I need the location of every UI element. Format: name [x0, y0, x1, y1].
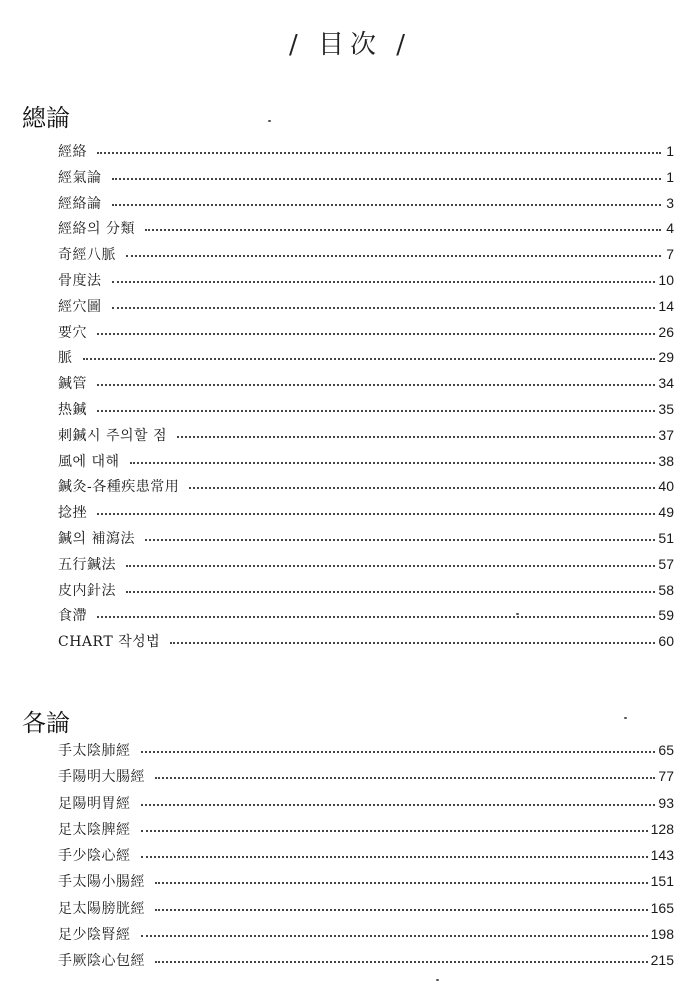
toc-entry-label: 皮内針法 — [58, 582, 116, 599]
toc-entry-page-number: 128 — [650, 820, 674, 837]
toc-entry-label: 鍼의 補瀉法 — [58, 530, 135, 547]
toc-entry-page-number: 59 — [658, 607, 674, 624]
toc-entry-label: 經絡論 — [58, 195, 102, 212]
toc-entry-page-number: 51 — [658, 529, 674, 546]
section-heading-general: 總論 — [22, 104, 70, 132]
toc-list-general — [58, 139, 674, 655]
dot-leader — [112, 190, 662, 206]
toc-entry-page-number: 38 — [658, 452, 674, 469]
dot-leader — [130, 448, 656, 464]
toc-entry-page-number: 4 — [666, 220, 674, 237]
toc-entry[interactable] — [58, 423, 674, 449]
toc-entry-label: 手厥陰心包經 — [58, 953, 145, 970]
toc-entry-page-number: 49 — [658, 504, 674, 521]
toc-entry-label: 捻挫 — [58, 505, 87, 522]
toc-entry[interactable] — [58, 242, 674, 268]
dot-leader — [141, 921, 648, 937]
toc-entry[interactable] — [58, 500, 674, 526]
toc-entry[interactable] — [58, 268, 674, 294]
toc-entry-page-number: 14 — [658, 297, 674, 314]
toc-entry-page-number: 215 — [650, 952, 674, 969]
dot-leader — [155, 868, 648, 884]
toc-entry[interactable] — [58, 345, 674, 371]
toc-entry[interactable] — [58, 737, 674, 763]
scan-speck — [268, 120, 271, 122]
dot-leader — [155, 895, 648, 911]
toc-entry-page-number: 40 — [658, 478, 674, 495]
toc-entry-label: CHART 작성법 — [58, 634, 161, 651]
toc-entry-page-number: 65 — [658, 742, 674, 758]
toc-entry[interactable] — [58, 868, 674, 894]
toc-entry-page-number: 37 — [658, 426, 674, 443]
toc-entry-page-number: 198 — [650, 926, 674, 943]
dot-leader — [155, 763, 655, 779]
toc-entry[interactable] — [58, 165, 674, 191]
toc-entry[interactable] — [58, 763, 674, 789]
toc-entry-label: 鍼灸-各種疾患常用 — [58, 479, 180, 496]
dot-leader — [83, 344, 656, 360]
toc-entry-label: 五行鍼法 — [58, 556, 116, 573]
toc-entry-label: 刺鍼시 주의할 점 — [58, 427, 168, 444]
toc-entry-label: 奇經八脈 — [58, 247, 116, 264]
toc-entry-label: 食滯 — [58, 608, 87, 625]
toc-entry[interactable] — [58, 816, 674, 842]
toc-entry[interactable] — [58, 842, 674, 868]
toc-entry-label: 經穴圖 — [58, 298, 102, 315]
toc-entry-page-number: 60 — [658, 633, 674, 650]
toc-entry-page-number: 57 — [658, 555, 674, 572]
toc-entry-label: 足太陰脾經 — [58, 821, 131, 838]
toc-entry-page-number: 58 — [658, 581, 674, 598]
dot-leader — [126, 551, 655, 567]
dot-leader — [126, 577, 655, 593]
scan-speck — [624, 717, 627, 719]
toc-entry-page-number: 10 — [658, 271, 674, 288]
toc-entry[interactable] — [58, 552, 674, 578]
dot-leader — [97, 396, 655, 412]
dot-leader — [141, 816, 648, 832]
toc-entry[interactable] — [58, 895, 674, 921]
toc-entry-label: 鍼管 — [58, 376, 87, 393]
toc-entry-page-number: 29 — [658, 349, 674, 366]
toc-entry[interactable] — [58, 216, 674, 242]
dot-leader — [141, 790, 656, 806]
toc-entry[interactable] — [58, 449, 674, 475]
dot-leader — [112, 293, 656, 309]
toc-entry-label: 風에 대해 — [58, 453, 120, 470]
toc-entry-page-number: 93 — [658, 794, 674, 811]
dot-leader — [189, 473, 655, 489]
toc-entry-label: 手少陰心經 — [58, 848, 131, 865]
toc-entry[interactable] — [58, 790, 674, 816]
toc-entry[interactable] — [58, 526, 674, 552]
toc-entry[interactable] — [58, 191, 674, 217]
toc-entry[interactable] — [58, 139, 674, 165]
scan-speck — [516, 613, 519, 615]
toc-entry-label: 足少陰腎經 — [58, 927, 131, 944]
dot-leader — [97, 602, 655, 618]
toc-entry-page-number: 77 — [658, 768, 674, 785]
toc-entry-label: 足陽明胃經 — [58, 795, 131, 812]
dot-leader — [145, 215, 661, 231]
dot-leader — [141, 842, 648, 858]
toc-entry[interactable] — [58, 947, 674, 973]
toc-entry-page-number: 35 — [658, 400, 674, 417]
toc-entry-page-number: 165 — [650, 899, 674, 916]
dot-leader — [141, 737, 656, 753]
toc-entry[interactable] — [58, 294, 674, 320]
dot-leader — [97, 499, 655, 515]
toc-entry-label: 足太陽膀胱經 — [58, 900, 145, 917]
dot-leader — [112, 164, 662, 180]
dot-leader — [126, 241, 661, 257]
dot-leader — [97, 370, 655, 386]
toc-entry[interactable] — [58, 921, 674, 947]
toc-entry-page-number: 34 — [658, 375, 674, 392]
toc-entry-label: 热鍼 — [58, 401, 87, 418]
toc-list-specific — [58, 737, 674, 974]
toc-entry-label: 脈 — [58, 350, 73, 367]
toc-entry[interactable] — [58, 578, 674, 604]
toc-entry-label: 經氣論 — [58, 169, 102, 186]
dot-leader — [97, 138, 661, 154]
toc-entry-page-number: 3 — [666, 194, 674, 211]
toc-entry-label: 骨度法 — [58, 272, 102, 289]
toc-entry[interactable] — [58, 397, 674, 423]
toc-entry-label: 手太陰肺經 — [58, 743, 131, 759]
dot-leader — [112, 267, 656, 283]
section-heading-specific: 各論 — [22, 709, 70, 737]
toc-entry-label: 要穴 — [58, 324, 87, 341]
toc-entry-page-number: 151 — [650, 873, 674, 890]
toc-entry-label: 經絡 — [58, 144, 87, 160]
dot-leader — [177, 422, 655, 438]
toc-entry[interactable] — [58, 603, 674, 629]
toc-entry-page-number: 1 — [666, 143, 674, 159]
toc-entry-page-number: 143 — [650, 847, 674, 864]
toc-entry-label: 手太陽小腸經 — [58, 874, 145, 891]
toc-entry-page-number: 26 — [658, 323, 674, 340]
dot-leader — [97, 319, 655, 335]
dot-leader — [145, 525, 655, 541]
toc-entry[interactable] — [58, 629, 674, 655]
toc-entry-label: 經絡의 分類 — [58, 221, 135, 238]
dot-leader — [155, 947, 648, 963]
dot-leader — [170, 628, 655, 644]
toc-entry[interactable] — [58, 320, 674, 346]
page-title: / 目次 / — [288, 30, 412, 60]
scan-speck — [436, 979, 439, 981]
toc-entry[interactable] — [58, 371, 674, 397]
toc-entry-page-number: 1 — [666, 168, 674, 185]
toc-entry[interactable] — [58, 474, 674, 500]
toc-entry-label: 手陽明大腸經 — [58, 769, 145, 786]
toc-entry-page-number: 7 — [666, 246, 674, 263]
